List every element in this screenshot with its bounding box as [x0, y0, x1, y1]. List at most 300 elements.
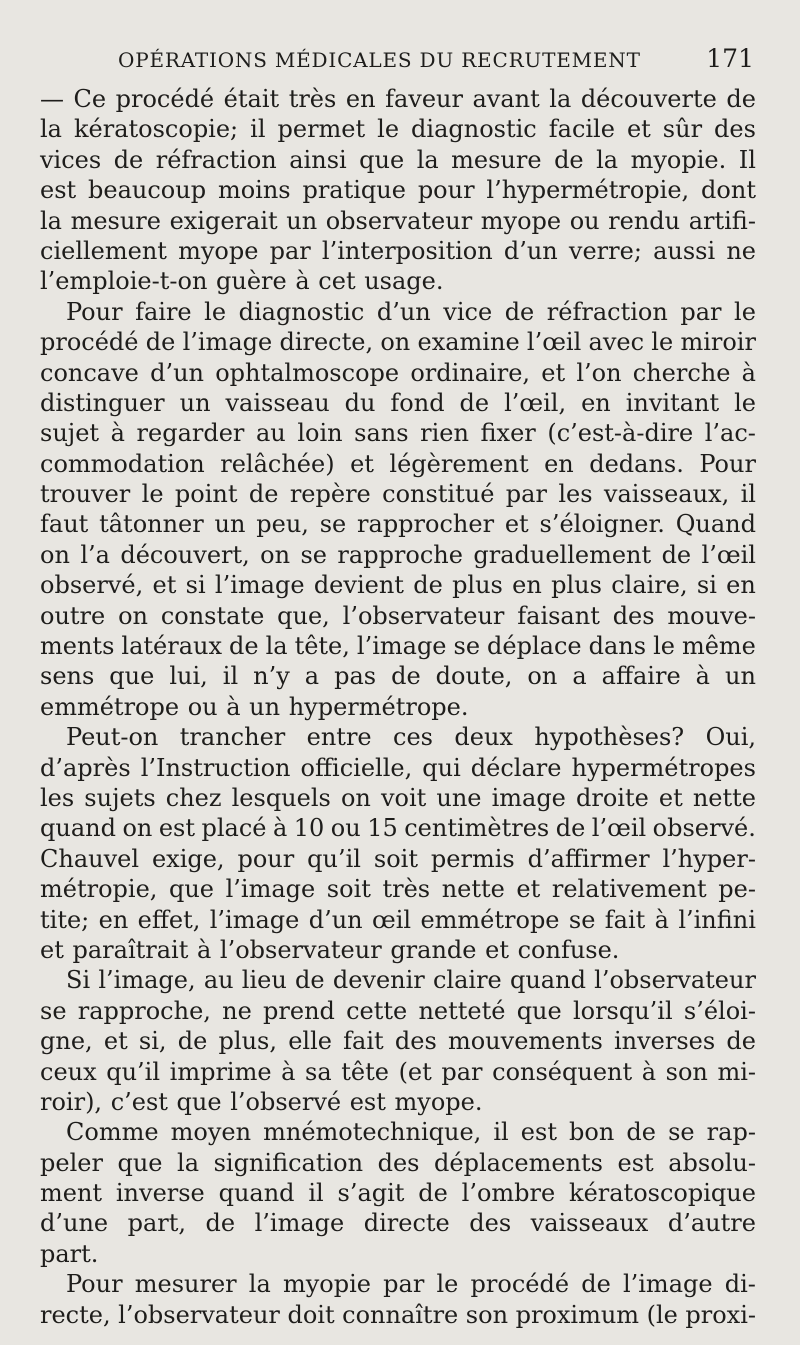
word: observé.	[652, 814, 756, 843]
word: que	[359, 145, 405, 174]
word: d’un	[150, 358, 204, 387]
word: tête,	[294, 632, 350, 661]
word: se	[319, 510, 347, 539]
word: sujet	[40, 419, 100, 448]
word: droite	[575, 783, 649, 812]
word: que,	[277, 601, 330, 630]
word: la	[177, 1148, 200, 1177]
word: aussi	[653, 236, 716, 265]
text-line	[40, 358, 756, 388]
word: mouvements	[447, 1027, 603, 1056]
word: l’œil	[591, 814, 647, 843]
word: deux	[454, 723, 513, 752]
word: nette	[692, 783, 756, 812]
word: rapproche	[337, 540, 463, 569]
word: Il	[738, 145, 756, 174]
word: sans	[354, 419, 409, 448]
text-line	[40, 175, 756, 205]
word: ne	[726, 236, 756, 265]
word: n’y	[253, 662, 290, 691]
word: examine	[417, 328, 520, 357]
word: vice	[443, 297, 493, 326]
word: des	[612, 601, 655, 630]
text-line	[40, 996, 756, 1026]
word: hypermétropes	[571, 753, 756, 782]
text-line	[40, 722, 756, 752]
word: connaître	[342, 1300, 459, 1329]
word: moins	[217, 176, 291, 205]
word: de	[113, 145, 144, 174]
word: vices	[40, 145, 102, 174]
word: vaisseaux	[530, 1209, 649, 1238]
word: recte,	[40, 1300, 111, 1329]
word: fond	[390, 388, 445, 417]
word: si	[696, 571, 717, 600]
word: soit	[326, 875, 371, 904]
word: et	[103, 1027, 128, 1056]
word: la	[596, 145, 619, 174]
word: déplace	[487, 632, 582, 661]
word: à	[641, 1057, 657, 1086]
word: son	[465, 1300, 509, 1329]
text-line	[40, 692, 756, 722]
word: l’ombre	[461, 1179, 556, 1208]
word: par	[441, 1057, 483, 1086]
word: cherche	[632, 358, 731, 387]
word: emmétrope	[40, 692, 180, 721]
word: dont	[701, 176, 756, 205]
word: déplacements	[434, 1148, 603, 1177]
word: observé,	[40, 571, 144, 600]
text-line	[40, 570, 756, 600]
word: pratique	[302, 176, 406, 205]
word: plus	[551, 571, 602, 600]
word: ou	[330, 814, 361, 843]
word: si,	[138, 1027, 167, 1056]
word: bon	[569, 1118, 615, 1147]
word: mesurer	[134, 1270, 237, 1299]
word: de	[504, 297, 535, 326]
word: de	[248, 480, 279, 509]
text-line	[40, 327, 756, 357]
word: et	[485, 935, 509, 964]
word: l’hyper-	[662, 844, 756, 873]
word: il	[222, 662, 239, 691]
word: très	[288, 85, 337, 113]
word: mi-	[717, 1057, 756, 1086]
word: et	[504, 510, 529, 539]
word: est	[617, 1148, 654, 1177]
word: myope	[178, 236, 259, 265]
text-line	[40, 1208, 756, 1238]
word: procédé	[115, 85, 215, 113]
word: réfraction	[546, 297, 668, 326]
word: pe-	[718, 875, 756, 904]
word: rendu	[608, 206, 681, 235]
word: le	[436, 1270, 459, 1299]
word: (et	[398, 1057, 432, 1086]
word: des	[714, 115, 756, 144]
word: en	[581, 388, 611, 417]
word: des	[394, 1027, 437, 1056]
word: le	[651, 328, 674, 357]
word: l’observateur	[219, 935, 382, 964]
word: grande	[390, 935, 477, 964]
word: l’infini	[678, 905, 756, 934]
word: a	[304, 662, 320, 691]
page-header	[36, 43, 758, 75]
word: constitué	[382, 480, 495, 509]
word: ne	[222, 996, 252, 1025]
word: inverse	[115, 1179, 205, 1208]
text-line	[40, 266, 756, 296]
word: de	[418, 1179, 448, 1208]
word: la	[549, 85, 572, 113]
text-line	[40, 1300, 756, 1330]
word: voit	[380, 783, 427, 812]
word: confuse.	[517, 935, 620, 964]
text-line	[40, 236, 756, 266]
word: roir),	[40, 1087, 103, 1116]
word: ment	[40, 1179, 103, 1208]
word: l’œil	[701, 540, 756, 569]
word: est	[158, 814, 195, 843]
text-line	[40, 388, 756, 418]
word: lesquels	[231, 783, 331, 812]
word: un	[724, 662, 756, 691]
word: tite;	[40, 905, 90, 934]
word: est	[40, 176, 77, 205]
word: l’image	[214, 571, 305, 600]
word: un	[249, 692, 281, 721]
word: de	[413, 571, 443, 600]
word: ou	[569, 206, 600, 235]
word: conséquent	[492, 1057, 633, 1086]
word: et	[516, 875, 541, 904]
word: le	[204, 297, 227, 326]
word: elle	[288, 1027, 332, 1056]
word: on	[122, 814, 153, 843]
word: l’a	[80, 540, 110, 569]
word: des	[469, 1209, 512, 1238]
word: d’une	[40, 1209, 109, 1238]
word: Oui,	[705, 723, 756, 752]
word: l’ac-	[704, 419, 756, 448]
word: lieu	[241, 966, 287, 995]
word: sujets	[84, 783, 156, 812]
text-line	[40, 1269, 756, 1299]
word: fait	[343, 1027, 384, 1056]
word: et	[40, 935, 64, 964]
word: l’image	[209, 905, 300, 934]
text-line	[40, 540, 756, 570]
word: de	[726, 1027, 756, 1056]
word: à	[654, 905, 669, 934]
word: quand	[40, 814, 116, 843]
word: et	[541, 358, 566, 387]
word: kératoscopique	[569, 1179, 756, 1208]
word: emmétrope	[420, 905, 560, 934]
word: plus	[452, 571, 503, 600]
word: 15	[367, 814, 398, 843]
word: se	[568, 905, 596, 934]
word: à	[110, 419, 125, 448]
word: de	[177, 1027, 208, 1056]
word: de	[661, 540, 692, 569]
word: l’observateur	[342, 601, 505, 630]
word: l’on	[576, 358, 622, 387]
text-line	[40, 844, 756, 874]
word: mouve-	[667, 601, 756, 630]
word: commodation	[40, 449, 205, 478]
word: très	[382, 875, 431, 904]
word: les	[40, 783, 75, 812]
word: effet,	[137, 905, 201, 934]
word: découverte	[580, 85, 717, 113]
word: prend	[263, 996, 335, 1025]
word: myopie	[282, 1270, 371, 1299]
word: cet	[318, 267, 356, 296]
word: ceux	[40, 1057, 97, 1086]
word: par	[680, 297, 722, 326]
word: l’image,	[98, 966, 196, 995]
word: observateur	[325, 206, 473, 235]
word: tête	[341, 1057, 389, 1086]
word: que	[168, 875, 215, 904]
word: doute,	[435, 662, 513, 691]
word: paraîtrait	[72, 935, 189, 964]
word: mesure	[70, 206, 161, 235]
word: métropie,	[40, 875, 158, 904]
word: se	[668, 1118, 695, 1147]
word: quand	[509, 966, 586, 995]
word: Chauvel	[40, 844, 140, 873]
word: regarder	[136, 419, 245, 448]
word: de	[145, 328, 176, 357]
word: sûr	[662, 115, 703, 144]
word: peu,	[256, 510, 309, 539]
word: devient	[313, 571, 404, 600]
word: 10	[293, 814, 325, 843]
text-line	[40, 1239, 756, 1269]
word: gne,	[40, 1027, 93, 1056]
text-line	[40, 1178, 756, 1208]
word: claire	[432, 966, 502, 995]
text-line	[40, 206, 756, 236]
word: que	[117, 1148, 163, 1177]
word: beaucoup	[88, 176, 207, 205]
text-line	[40, 479, 756, 509]
word: on	[40, 540, 70, 569]
word: l’image	[225, 875, 316, 904]
word: latéraux	[121, 632, 222, 661]
word: rapprocher	[357, 510, 495, 539]
word: (c’est-à-dire	[547, 419, 694, 448]
word: part,	[127, 1209, 187, 1238]
word: l’image	[622, 1270, 713, 1299]
word: on	[380, 328, 411, 357]
word: la	[40, 115, 62, 144]
word: ou	[187, 692, 218, 721]
word: diagnostic	[238, 297, 365, 326]
word: directe	[363, 1209, 450, 1238]
text-line	[40, 114, 756, 144]
word: on	[118, 601, 148, 630]
word: lui,	[169, 662, 208, 691]
word: au	[255, 419, 286, 448]
word: constate	[160, 601, 265, 630]
word: le	[141, 480, 164, 509]
word: le	[653, 632, 675, 661]
word: tâtonner	[99, 510, 204, 539]
word: se	[453, 632, 481, 661]
word: procédé	[40, 328, 139, 357]
word: doit	[287, 1300, 335, 1329]
word: fait	[604, 905, 646, 934]
word: diagnostic	[411, 115, 537, 144]
word: Comme	[66, 1118, 159, 1147]
word: mnémotechnique,	[263, 1118, 482, 1147]
word: est	[520, 1118, 557, 1147]
word: en	[726, 571, 756, 600]
word: avant	[472, 85, 540, 113]
word: on	[260, 540, 291, 569]
word: image	[491, 783, 566, 812]
word: ainsi	[289, 145, 347, 174]
word: rap-	[706, 1118, 756, 1147]
word: centimètres	[404, 814, 550, 843]
word: relâchée)	[220, 449, 335, 478]
word: à	[295, 267, 310, 296]
word: —	[40, 85, 64, 113]
word: faire	[135, 297, 192, 326]
word: à	[196, 935, 212, 964]
word: rapproche,	[77, 996, 211, 1025]
word: repère	[289, 480, 371, 509]
word: part.	[40, 1239, 99, 1268]
text-line	[40, 509, 756, 539]
word: concave	[40, 358, 139, 387]
text-line	[40, 935, 756, 965]
word: que	[109, 662, 155, 691]
word: légèrement	[389, 449, 529, 478]
text-line	[40, 813, 756, 843]
word: dans	[588, 632, 647, 661]
word: netteté	[418, 996, 506, 1025]
word: rien	[420, 419, 469, 448]
text-line	[40, 661, 756, 691]
word: usage.	[364, 267, 444, 296]
word: œil	[372, 905, 412, 934]
word: ces	[393, 723, 433, 752]
word: d’affirmer	[527, 844, 650, 873]
word: sens	[40, 662, 95, 691]
text-line	[40, 965, 756, 995]
word: l’interposition	[321, 236, 493, 265]
word: la	[248, 1270, 271, 1299]
word: par	[269, 236, 311, 265]
word: d’après	[40, 753, 131, 782]
word: placé	[201, 814, 267, 843]
word: dedans.	[589, 449, 684, 478]
word: que	[516, 996, 562, 1025]
word: l’observateur	[118, 1300, 280, 1329]
text-line	[40, 905, 756, 935]
word: à	[226, 692, 241, 721]
word: et	[626, 115, 651, 144]
word: c’est	[110, 1087, 168, 1116]
word: ophtalmoscope	[215, 358, 400, 387]
word: cette	[346, 996, 408, 1025]
word: permis	[430, 844, 515, 873]
word: directe,	[279, 328, 374, 357]
word: l’observateur	[594, 966, 756, 995]
word: qu’il	[106, 1057, 161, 1086]
word: à	[695, 662, 710, 691]
word: s’éloigner.	[539, 510, 665, 539]
word: et	[152, 571, 177, 600]
word: de	[581, 1270, 611, 1299]
word: permet	[277, 115, 366, 144]
word: en	[512, 571, 542, 600]
text-line	[40, 449, 756, 479]
word: découvert,	[120, 540, 250, 569]
word: myopie.	[630, 145, 727, 174]
word: di-	[724, 1270, 756, 1299]
word: l’image	[182, 328, 273, 357]
word: exigerait	[169, 206, 278, 235]
word: quand	[218, 1179, 295, 1208]
word: le	[734, 388, 756, 417]
word: Pour	[699, 449, 756, 478]
word: s’éloi-	[683, 996, 756, 1025]
word: il	[250, 115, 266, 144]
word: la	[265, 632, 288, 661]
word: lorsqu’il	[572, 996, 673, 1025]
word: en	[345, 85, 376, 113]
word: devenir	[332, 966, 425, 995]
word: si	[185, 571, 206, 600]
word: l’Instruction	[140, 753, 291, 782]
text-line	[40, 601, 756, 631]
word: hypothèses?	[534, 723, 685, 752]
word: par	[505, 480, 547, 509]
word: vaisseau	[225, 388, 330, 417]
word: a	[572, 662, 587, 691]
word: de	[391, 662, 421, 691]
word: ordinaire,	[410, 358, 531, 387]
word: de	[555, 814, 586, 843]
word: invitant	[625, 388, 720, 417]
word: réfraction	[155, 145, 277, 174]
word: faveur	[385, 85, 463, 113]
word: soit	[373, 844, 418, 873]
word: en	[544, 449, 574, 478]
word: les	[558, 480, 593, 509]
word: Pour	[66, 297, 123, 326]
word: chez	[165, 783, 222, 812]
word: de	[459, 388, 490, 417]
word: la	[416, 145, 439, 174]
word: procédé	[470, 1270, 570, 1299]
word: le	[734, 297, 756, 326]
word: facile	[548, 115, 615, 144]
word: se	[40, 996, 67, 1025]
word: Ce	[73, 85, 107, 113]
word: et	[658, 783, 683, 812]
word: l’hypermétropie,	[486, 176, 690, 205]
word: de	[626, 1118, 656, 1147]
